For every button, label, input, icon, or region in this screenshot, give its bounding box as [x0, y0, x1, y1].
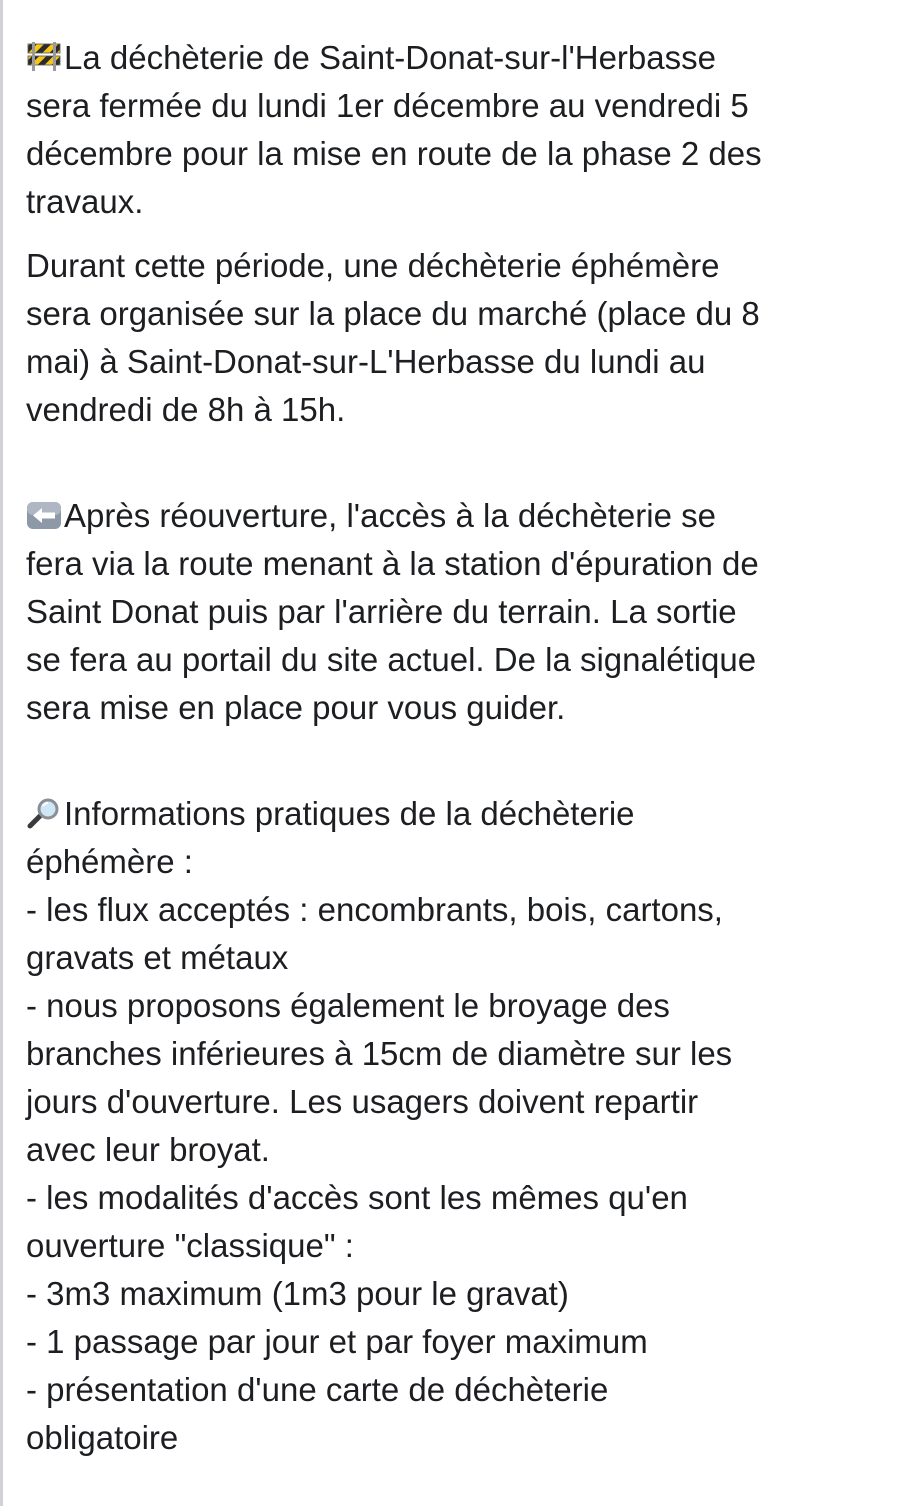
reopening-line-1-text: Après réouverture, l'accès à la déchèterie se	[64, 497, 716, 534]
info-line-8: avec leur broyat.	[26, 1131, 270, 1168]
temporary-line-1: Durant cette période, une déchèterie éphémère	[26, 247, 720, 284]
info-line-10: ouverture "classique" :	[26, 1227, 354, 1264]
closure-paragraph	[26, 34, 876, 226]
info-line-12: - 1 passage par jour et par foyer maximum	[26, 1323, 648, 1360]
closure-line-2: sera fermée du lundi 1er décembre au vendredi 5	[26, 87, 749, 124]
info-line-13: - présentation d'une carte de déchèterie	[26, 1371, 609, 1408]
temporary-line-2: sera organisée sur la place du marché (place du 8	[26, 295, 760, 332]
practical-info-paragraph	[26, 790, 876, 1462]
magnifying-glass-icon	[26, 797, 62, 829]
construction-barrier-icon	[26, 41, 62, 73]
closure-line-1	[26, 34, 876, 82]
reopening-line-1	[26, 492, 876, 540]
info-line-11: - 3m3 maximum (1m3 pour le gravat)	[26, 1275, 569, 1312]
info-line-1-text: Informations pratiques de la déchèterie	[64, 795, 635, 832]
reopening-line-2: fera via la route menant à la station d'épuration de	[26, 545, 759, 582]
closure-line-3: décembre pour la mise en route de la phase 2 des	[26, 135, 762, 172]
reopening-line-5: sera mise en place pour vous guider.	[26, 689, 566, 726]
post-body	[26, 34, 876, 1462]
temporary-line-4: vendredi de 8h à 15h.	[26, 391, 346, 428]
info-line-5: - nous proposons également le broyage des	[26, 987, 670, 1024]
info-line-1	[26, 790, 876, 838]
reopening-access-paragraph	[26, 492, 876, 732]
info-line-9: - les modalités d'accès sont les mêmes qu'en	[26, 1179, 688, 1216]
info-line-6: branches inférieures à 15cm de diamètre sur les	[26, 1035, 733, 1072]
left-arrow-icon	[26, 499, 62, 531]
info-line-7: jours d'ouverture. Les usagers doivent repartir	[26, 1083, 699, 1120]
info-line-4: gravats et métaux	[26, 939, 289, 976]
reopening-line-3: Saint Donat puis par l'arrière du terrain. La sortie	[26, 593, 737, 630]
reopening-line-4: se fera au portail du site actuel. De la signalétique	[26, 641, 757, 678]
temporary-line-3: mai) à Saint-Donat-sur-L'Herbasse du lundi au	[26, 343, 706, 380]
info-line-3: - les flux acceptés : encombrants, bois, cartons,	[26, 891, 723, 928]
temporary-site-paragraph	[26, 242, 876, 434]
closure-line-1-text: La déchèterie de Saint-Donat-sur-l'Herbasse	[64, 39, 716, 76]
info-line-14: obligatoire	[26, 1419, 179, 1456]
closure-line-4: travaux.	[26, 183, 144, 220]
info-line-2: éphémère :	[26, 843, 193, 880]
left-border	[0, 0, 3, 1506]
